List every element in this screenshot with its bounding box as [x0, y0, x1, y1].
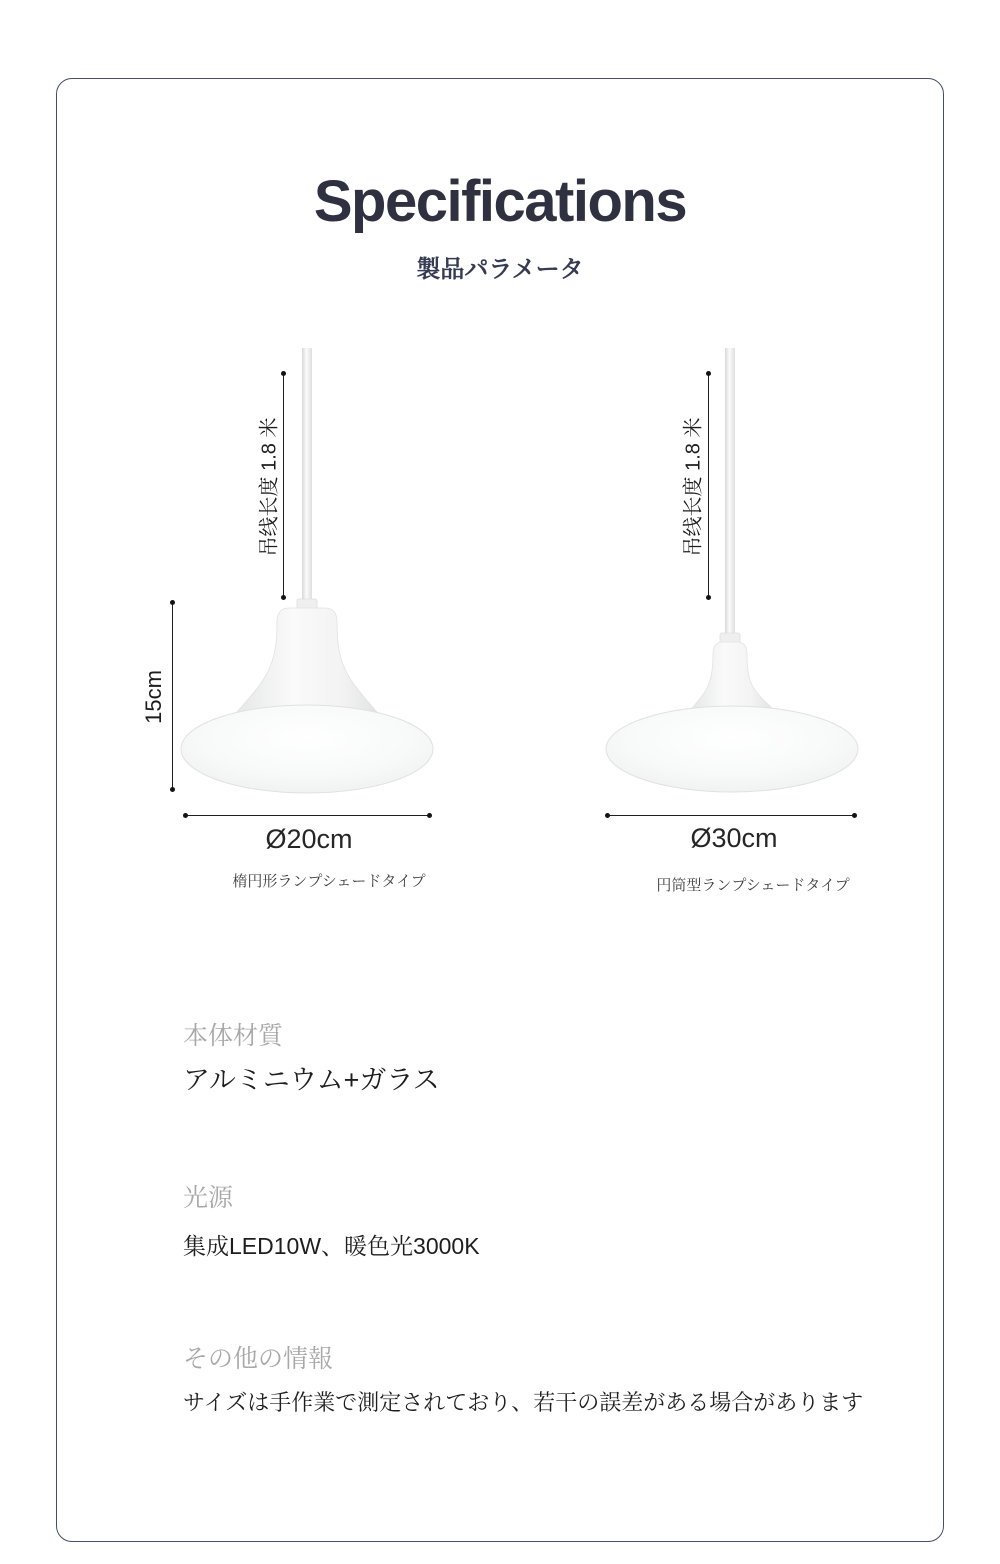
spec-value-material: アルミニウム+ガラス [183, 1065, 440, 1095]
dimension-endpoint-dot [281, 595, 286, 600]
card-border [56, 78, 944, 1542]
cord-length-dimension-line-right [708, 373, 709, 598]
lamp-neck [692, 642, 772, 714]
cord-length-dimension-line-left [283, 373, 284, 598]
dimension-endpoint-dot [852, 813, 857, 818]
spec-label-light-source: 光源 [183, 1184, 234, 1212]
page-title: Specifications [313, 169, 687, 234]
diameter-label-left: Ø20cm [265, 824, 353, 854]
lamp-caption-right: 円筒型ランプシェードタイプ [656, 877, 850, 894]
lamp-cord [725, 348, 735, 640]
diameter-dimension-line-right [607, 815, 855, 816]
dimension-endpoint-dot [706, 371, 711, 376]
spec-value-light-source: 集成LED10W、暖色光3000K [183, 1233, 480, 1259]
height-dimension-line [172, 602, 173, 790]
lamp-illustration-oval [157, 344, 457, 804]
lamp-caption-left: 楕円形ランプシェードタイプ [232, 873, 426, 890]
dimension-endpoint-dot [183, 813, 188, 818]
dimension-endpoint-dot [427, 813, 432, 818]
lamp-shade-oval [606, 706, 858, 792]
height-label: 15cm [141, 670, 166, 724]
cord-length-label-right: 吊线长度 1.8 米 [682, 417, 705, 557]
dimension-endpoint-dot [281, 371, 286, 376]
cord-length-label-left: 吊线长度 1.8 米 [258, 417, 281, 557]
lamp-shade-oval [181, 705, 433, 793]
diameter-label-right: Ø30cm [690, 823, 778, 853]
lamp-neck [237, 608, 377, 720]
dimension-endpoint-dot [170, 787, 175, 792]
lamp-illustration-cylindrical [582, 344, 882, 804]
diameter-dimension-line-left [185, 815, 430, 816]
dimension-endpoint-dot [605, 813, 610, 818]
page-subtitle: 製品パラメータ [416, 256, 584, 283]
dimension-endpoint-dot [170, 600, 175, 605]
lamp-cord [302, 348, 312, 606]
dimension-endpoint-dot [706, 595, 711, 600]
spec-value-other-info: サイズは手作業で測定されており、若干の誤差がある場合があります [183, 1390, 864, 1415]
spec-label-other-info: その他の情報 [183, 1345, 334, 1373]
spec-label-material: 本体材質 [183, 1022, 284, 1050]
